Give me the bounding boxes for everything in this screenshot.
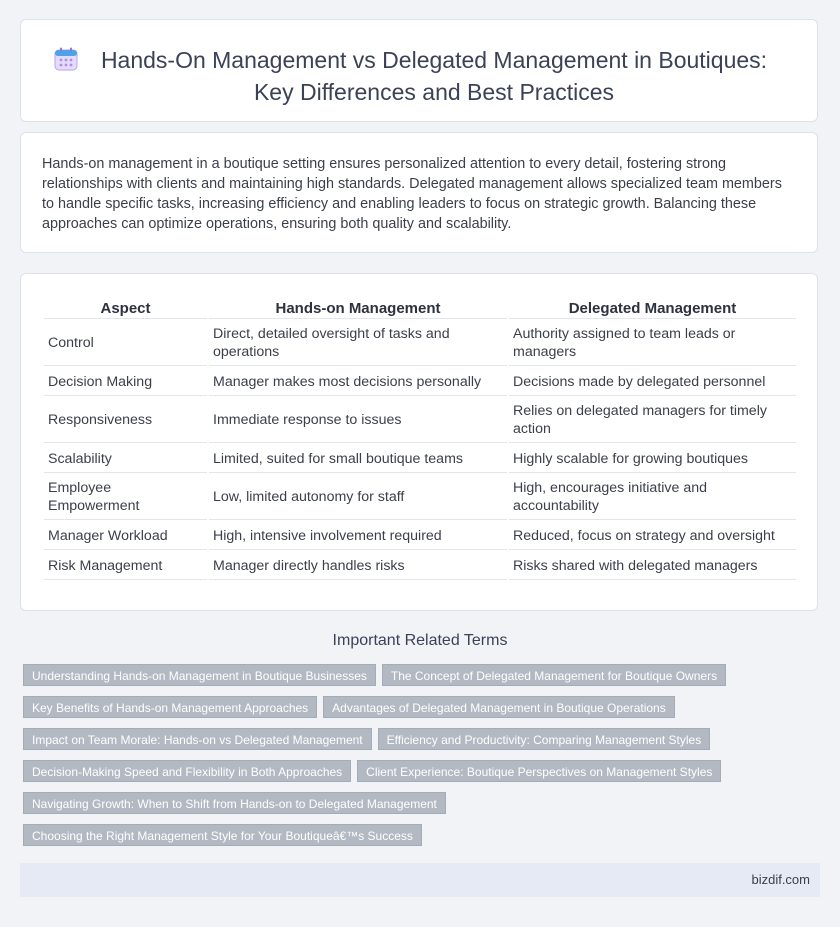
title-card bbox=[20, 19, 818, 122]
header-aspect: Aspect bbox=[44, 298, 207, 319]
related-term-link[interactable]: Client Experience: Boutique Perspectives on Management Styles bbox=[357, 760, 721, 782]
cell-hands-on: Manager makes most decisions personally bbox=[209, 368, 507, 396]
cell-aspect: Control bbox=[44, 321, 207, 366]
table-row bbox=[44, 445, 796, 473]
cell-hands-on: High, intensive involvement required bbox=[209, 522, 507, 550]
related-term-link[interactable]: Understanding Hands-on Management in Boutique Businesses bbox=[23, 664, 376, 686]
table-row bbox=[44, 552, 796, 580]
table-row bbox=[44, 398, 796, 443]
cell-delegated: Reduced, focus on strategy and oversight bbox=[509, 522, 796, 550]
table-row bbox=[44, 522, 796, 550]
cell-delegated: Decisions made by delegated personnel bbox=[509, 368, 796, 396]
cell-aspect: Decision Making bbox=[44, 368, 207, 396]
related-term-link[interactable]: The Concept of Delegated Management for Boutique Owners bbox=[382, 664, 726, 686]
header-hands-on: Hands-on Management bbox=[209, 298, 507, 319]
cell-delegated: Risks shared with delegated managers bbox=[509, 552, 796, 580]
cell-delegated: High, encourages initiative and accountability bbox=[509, 475, 796, 520]
cell-hands-on: Manager directly handles risks bbox=[209, 552, 507, 580]
comparison-table-card bbox=[20, 273, 818, 611]
cell-hands-on: Immediate response to issues bbox=[209, 398, 507, 443]
cell-delegated: Relies on delegated managers for timely action bbox=[509, 398, 796, 443]
cell-hands-on: Limited, suited for small boutique teams bbox=[209, 445, 507, 473]
comparison-table bbox=[42, 296, 798, 582]
related-terms-list bbox=[23, 664, 803, 856]
related-term-link[interactable]: Key Benefits of Hands-on Management Approaches bbox=[23, 696, 317, 718]
table-row bbox=[44, 368, 796, 396]
related-terms-heading: Important Related Terms bbox=[332, 632, 508, 649]
related-term-link[interactable]: Efficiency and Productivity: Comparing Management Styles bbox=[378, 728, 711, 750]
page-title: Hands-On Management vs Delegated Management in Boutiques: Key Differences and Best Practices bbox=[100, 47, 768, 105]
intro-paragraph: Hands-on management in a boutique setting ensures personalized attention to every detail, fostering strong relationships with clients and maintaining high standards. Delegated management allows specialized team members to handle specific tasks, increasing efficiency and enabling leaders to focus on strategic growth. Balancing these approaches can optimize operations, ensuring both quality and scalability. bbox=[42, 156, 782, 232]
related-term-link[interactable]: Decision-Making Speed and Flexibility in Both Approaches bbox=[23, 760, 351, 782]
cell-delegated: Authority assigned to team leads or managers bbox=[509, 321, 796, 366]
related-term-link[interactable]: Advantages of Delegated Management in Boutique Operations bbox=[323, 696, 675, 718]
cell-aspect: Responsiveness bbox=[44, 398, 207, 443]
header-delegated: Delegated Management bbox=[509, 298, 796, 319]
cell-hands-on: Low, limited autonomy for staff bbox=[209, 475, 507, 520]
cell-aspect: Manager Workload bbox=[44, 522, 207, 550]
intro-card bbox=[20, 132, 818, 253]
related-term-link[interactable]: Choosing the Right Management Style for Your Boutiqueâ€™s Success bbox=[23, 824, 422, 846]
site-name[interactable]: bizdif.com bbox=[751, 872, 810, 887]
cell-aspect: Scalability bbox=[44, 445, 207, 473]
table-header-row bbox=[44, 298, 796, 319]
cell-hands-on: Direct, detailed oversight of tasks and operations bbox=[209, 321, 507, 366]
cell-aspect: Risk Management bbox=[44, 552, 207, 580]
cell-delegated: Highly scalable for growing boutiques bbox=[509, 445, 796, 473]
table-row bbox=[44, 321, 796, 366]
footer bbox=[20, 863, 820, 897]
cell-aspect: Employee Empowerment bbox=[44, 475, 207, 520]
related-term-link[interactable]: Impact on Team Morale: Hands-on vs Delegated Management bbox=[23, 728, 372, 750]
related-term-link[interactable]: Navigating Growth: When to Shift from Hands-on to Delegated Management bbox=[23, 792, 446, 814]
table-row bbox=[44, 475, 796, 520]
